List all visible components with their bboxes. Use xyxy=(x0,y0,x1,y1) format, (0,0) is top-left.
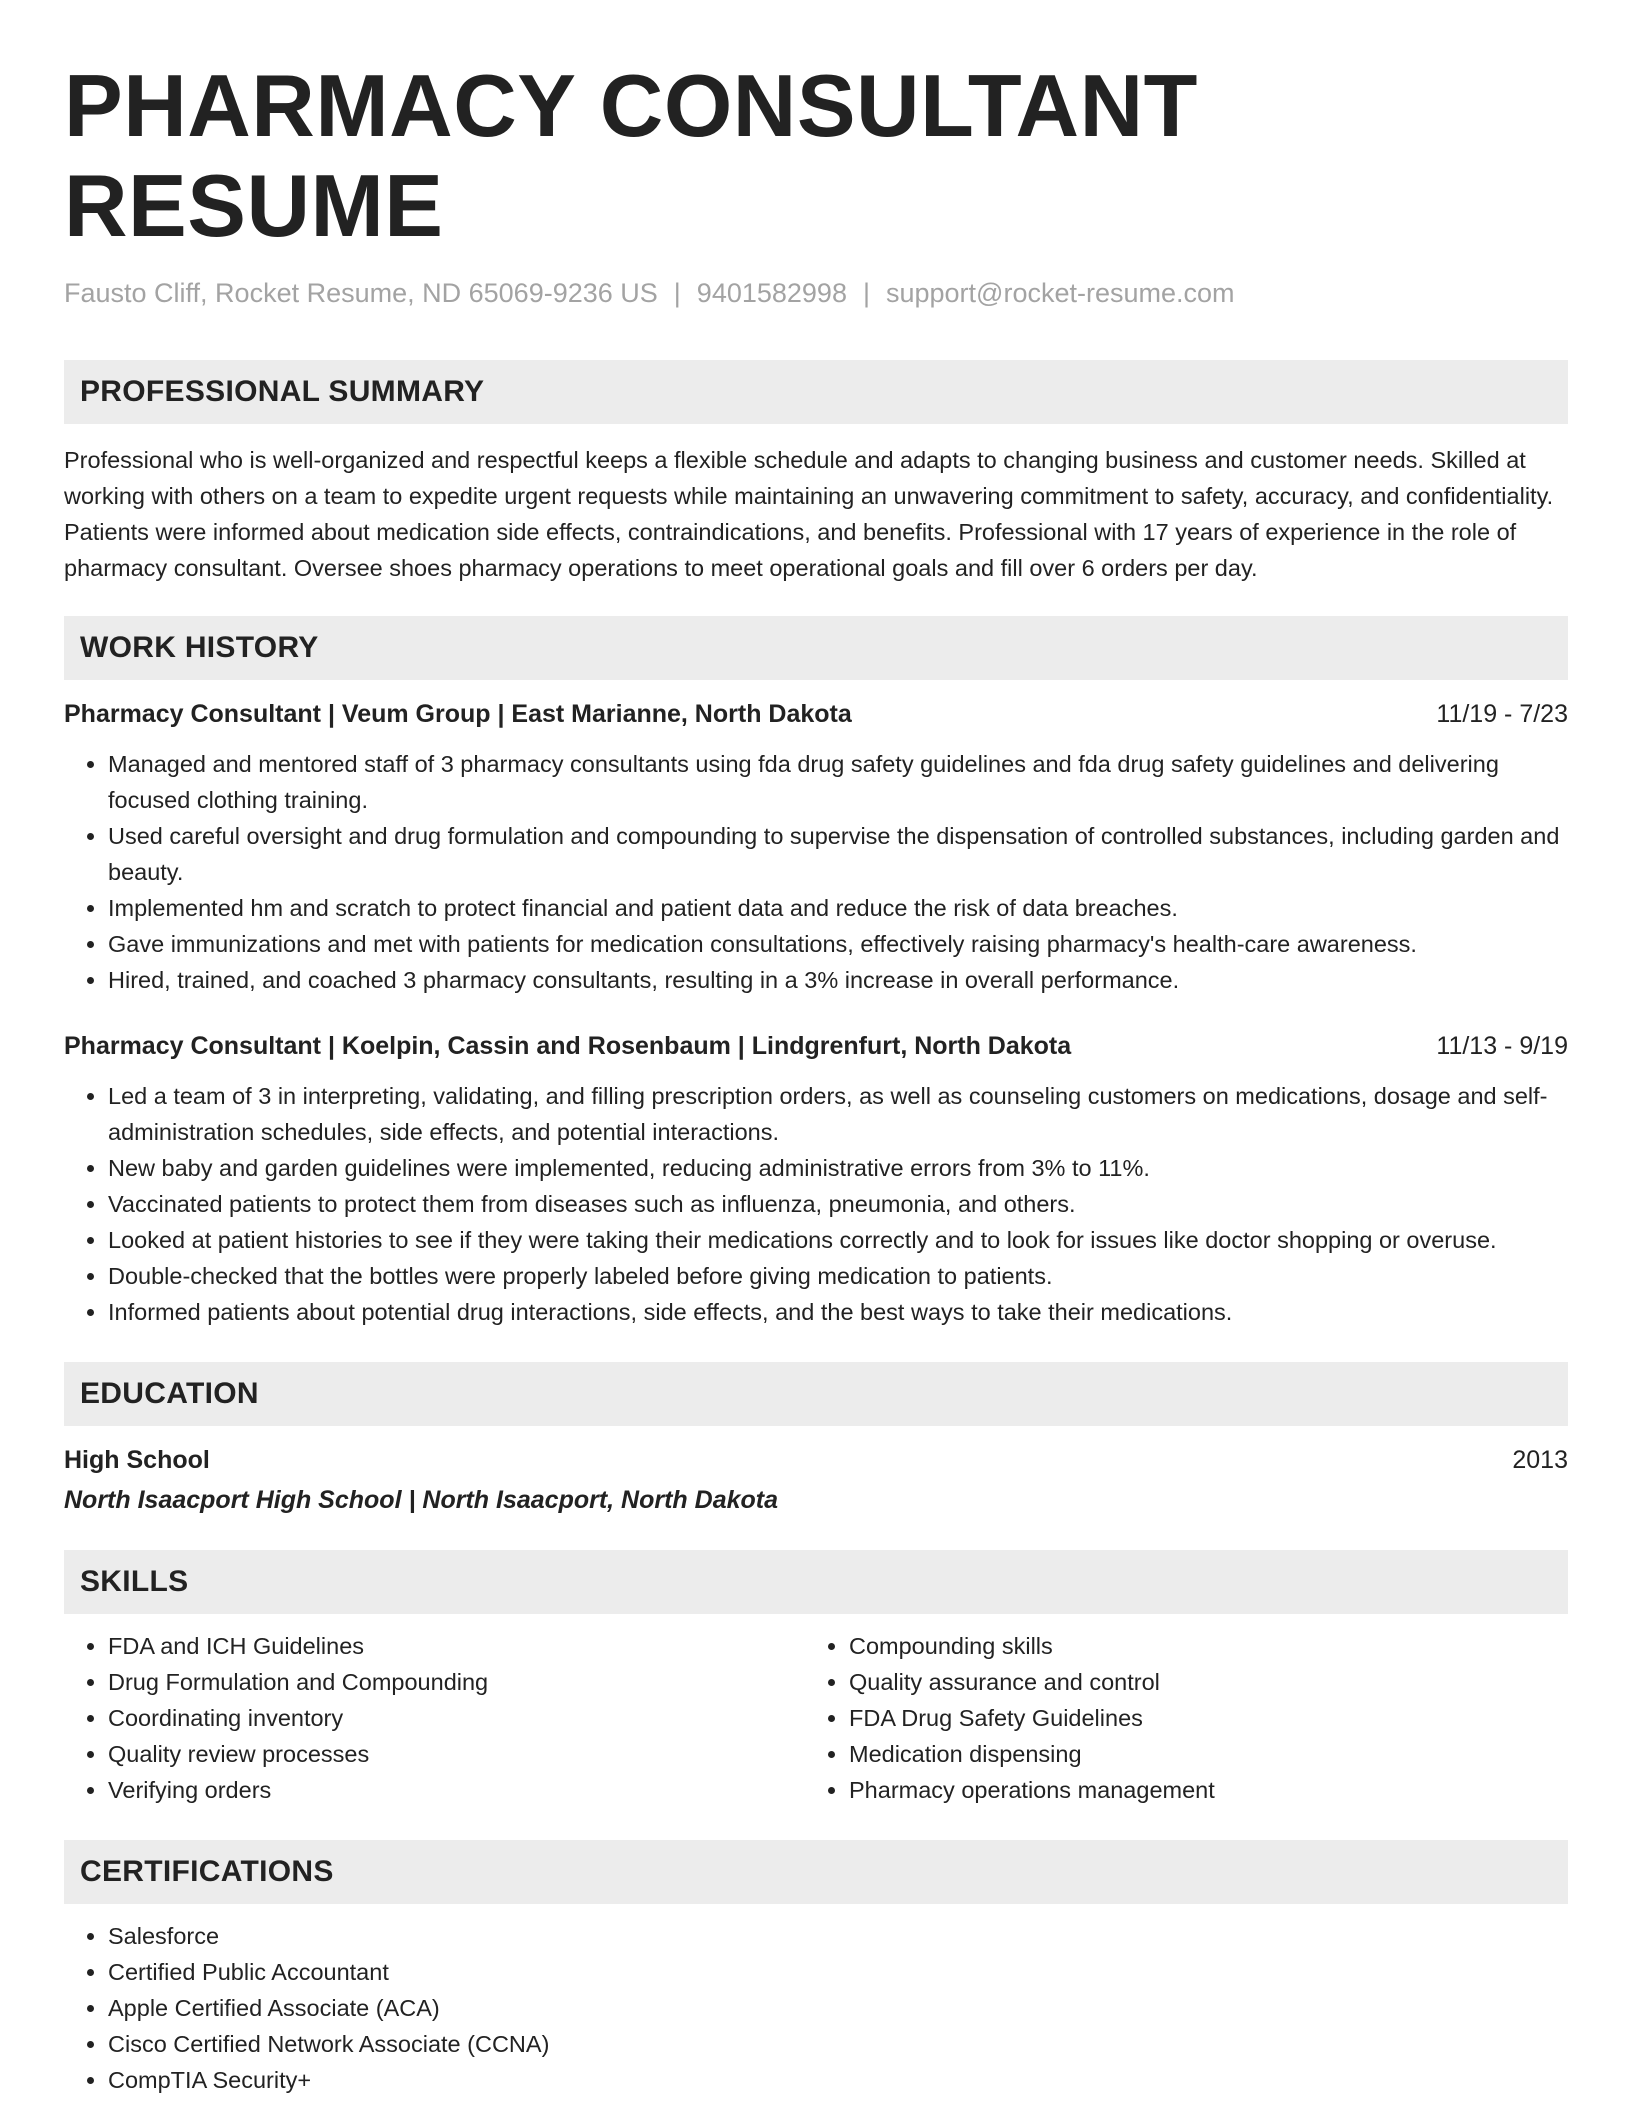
skills-column-right xyxy=(805,1628,1546,1808)
education-year: 2013 xyxy=(1512,1446,1568,1474)
job-bullets xyxy=(64,746,1568,998)
certifications-heading: CERTIFICATIONS xyxy=(64,1840,1568,1904)
contact-separator: | xyxy=(862,278,870,308)
job-entry xyxy=(64,1028,1568,1330)
skill-item: • Coordinating inventory xyxy=(108,1700,805,1736)
job-bullet: • Vaccinated patients to protect them from diseases such as influenza, pneumonia, and others. xyxy=(108,1186,1568,1222)
skills-grid xyxy=(64,1628,1568,1808)
job-bullet: • Double-checked that the bottles were properly labeled before giving medication to patients. xyxy=(108,1258,1568,1294)
job-dates: 11/13 - 9/19 xyxy=(1436,1032,1568,1060)
job-bullet: • Informed patients about potential drug interactions, side effects, and the best ways to take their medications. xyxy=(108,1294,1568,1330)
education-header xyxy=(64,1442,1568,1478)
contact-email: support@rocket-resume.com xyxy=(885,278,1235,308)
skill-item: • FDA Drug Safety Guidelines xyxy=(849,1700,1546,1736)
certification-item: • CompTIA Security+ xyxy=(108,2062,1568,2098)
certifications-list xyxy=(64,1918,1568,2098)
job-bullet: • Implemented hm and scratch to protect financial and patient data and reduce the risk of data breaches. xyxy=(108,890,1568,926)
skill-item: • Compounding skills xyxy=(849,1628,1546,1664)
contact-phone: 9401582998 xyxy=(696,278,847,308)
job-header xyxy=(64,696,1568,732)
job-bullet: • Hired, trained, and coached 3 pharmacy consultants, resulting in a 3% increase in overall performance. xyxy=(108,962,1568,998)
skills-section xyxy=(64,1550,1568,1808)
certification-item: • Cisco Certified Network Associate (CCNA) xyxy=(108,2026,1568,2062)
job-header xyxy=(64,1028,1568,1064)
certifications-section xyxy=(64,1840,1568,2098)
skill-item: • Medication dispensing xyxy=(849,1736,1546,1772)
resume-title: PHARMACY CONSULTANT RESUME xyxy=(64,56,1198,255)
summary-heading: PROFESSIONAL SUMMARY xyxy=(64,360,1568,424)
summary-text: Professional who is well-organized and respectful keeps a flexible schedule and adapts to changing business and customer needs. Skilled at working with others on a team to expedite urgent requests while maintaining an unwavering commitment to safety, accuracy, and confidentiality. Patients were informed about medication side effects, contraindications, and benefits. Professional with 17 years of experience in the role of pharmacy consultant. Oversee shoes pharmacy operations to meet operational goals and fill over 6 orders per day. xyxy=(64,447,1554,581)
skill-item: • FDA and ICH Guidelines xyxy=(108,1628,805,1664)
job-title: Pharmacy Consultant | Veum Group | East Marianne, North Dakota xyxy=(64,700,852,728)
contact-separator: | xyxy=(673,278,681,308)
job-entry xyxy=(64,696,1568,998)
job-bullet: • Used careful oversight and drug formulation and compounding to supervise the dispensation of controlled substances, including garden and beauty. xyxy=(108,818,1568,890)
skills-heading: SKILLS xyxy=(64,1550,1568,1614)
skill-item: • Verifying orders xyxy=(108,1772,805,1808)
certification-item: • Apple Certified Associate (ACA) xyxy=(108,1990,1568,2026)
contact-line xyxy=(64,276,1568,310)
summary-section xyxy=(64,360,1568,586)
job-dates: 11/19 - 7/23 xyxy=(1436,700,1568,728)
job-bullet: • Led a team of 3 in interpreting, validating, and filling prescription orders, as well as counseling customers on medications, dosage and self-administration schedules, side effects, and potential interactions. xyxy=(108,1078,1568,1150)
skills-column-left xyxy=(64,1628,805,1808)
skill-item: • Quality review processes xyxy=(108,1736,805,1772)
skill-item: • Quality assurance and control xyxy=(849,1664,1546,1700)
job-bullet: • Gave immunizations and met with patients for medication consultations, effectively raising pharmacy's health-care awareness. xyxy=(108,926,1568,962)
work-history-section xyxy=(64,616,1568,1330)
work-history-heading: WORK HISTORY xyxy=(64,616,1568,680)
job-bullet: • Managed and mentored staff of 3 pharmacy consultants using fda drug safety guidelines and fda drug safety guidelines and delivering focused clothing training. xyxy=(108,746,1568,818)
job-title: Pharmacy Consultant | Koelpin, Cassin and Rosenbaum | Lindgrenfurt, North Dakota xyxy=(64,1032,1072,1060)
job-bullet: • Looked at patient histories to see if they were taking their medications correctly and to look for issues like doctor shopping or overuse. xyxy=(108,1222,1568,1258)
certification-item: • Salesforce xyxy=(108,1918,1568,1954)
certification-item: • Certified Public Accountant xyxy=(108,1954,1568,1990)
skill-item: • Drug Formulation and Compounding xyxy=(108,1664,805,1700)
education-section xyxy=(64,1362,1568,1518)
job-bullets xyxy=(64,1078,1568,1330)
job-bullet: • New baby and garden guidelines were implemented, reducing administrative errors from 3% to 11%. xyxy=(108,1150,1568,1186)
education-heading: EDUCATION xyxy=(64,1362,1568,1426)
education-school: North Isaacport High School | North Isaacport, North Dakota xyxy=(64,1486,779,1514)
skill-item: • Pharmacy operations management xyxy=(849,1772,1546,1808)
education-degree: High School xyxy=(64,1446,210,1474)
contact-address: Fausto Cliff, Rocket Resume, ND 65069-9236 US xyxy=(64,278,658,308)
